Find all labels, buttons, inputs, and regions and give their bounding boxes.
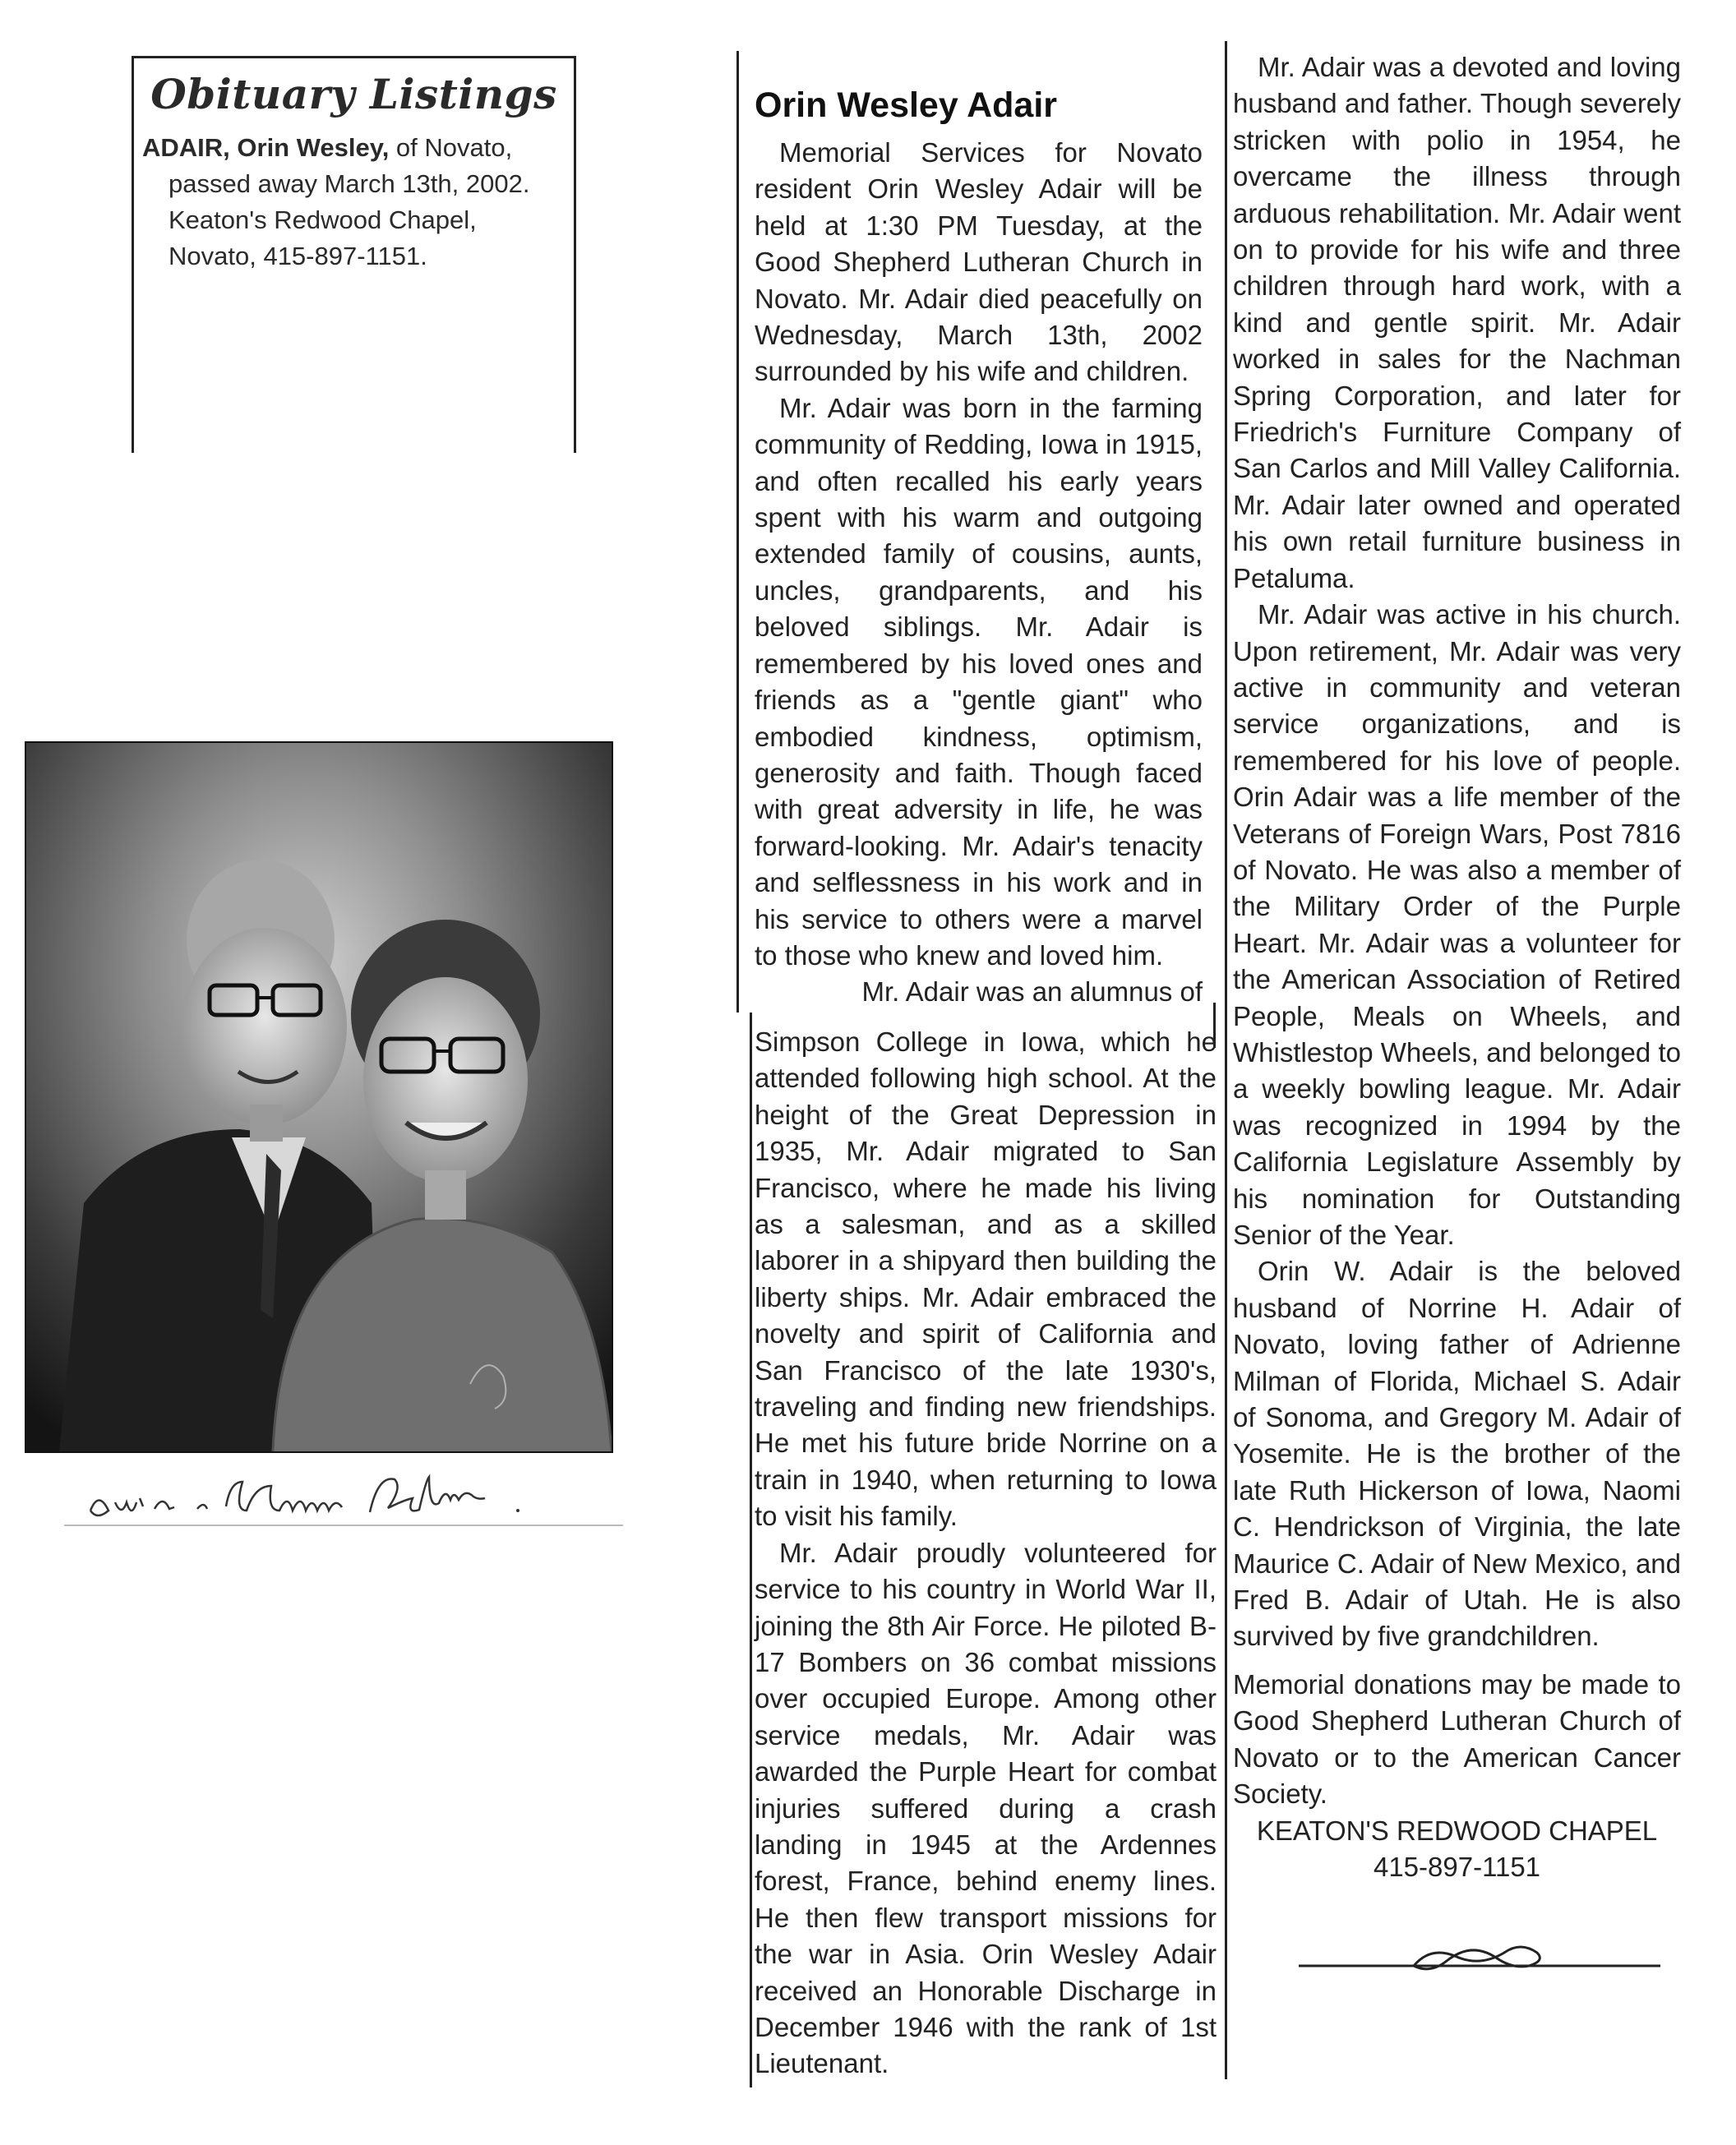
listing-phone: Novato, 415-897-1151. — [169, 242, 427, 270]
paragraph-education-cont: Simpson College in Iowa, which he attended following high school. At the height of the Great Depression in 1935, Mr. Adair migrated to San Francisco, where he made his living as a salesman, and as a skilled laborer in a shipyard then building the liberty ships. Mr. Adair embraced the novelty and spirit of California and San Francisco of the late 1930's, traveling and finding new friendships. He met his future bride Norrine on a train in 1940, when returning to Iowa to visit his family. — [755, 1026, 1217, 1532]
obituary-listings-box — [132, 56, 576, 453]
paragraph-education-start: Mr. Adair was an alumnus of — [861, 976, 1203, 1008]
obituary-column-1 — [755, 135, 1203, 1011]
closing-block — [1233, 1667, 1681, 1885]
signature-scribble — [58, 1461, 633, 1543]
couple-photo — [25, 741, 613, 1453]
handwritten-signature — [58, 1461, 633, 1543]
paragraph-military-service: Mr. Adair proudly volunteered for service to his country in World War II, joining the 8th Air Force. He piloted B-17 Bombers on 36 combat missions over occupied Europe. Among other service medals, Mr. Adair was awarded the Purple Heart for combat injuries suffered during a crash landing in 1945 at the Ardennes forest, France, behind enemy lines. He then flew transport missions for the war in Asia. Orin Wesley Adair received an Honorable Discharge in December 1946 with the rank of 1st Lieutenant. — [755, 1537, 1217, 2079]
paragraph-memorial-services: Memorial Services for Novato resident Orin Wesley Adair will be held at 1:30 PM Tuesday, at the Good Shepherd Lutheran Church in Novato. Mr. Adair died peacefully on Wednesday, March 13th, 2002 surrounded by his wife and children. — [755, 137, 1203, 387]
obituary-column-3 — [1233, 49, 1681, 1885]
paragraph-family-career: Mr. Adair was a devoted and loving husband and father. Though severely stricken with polio in 1954, he overcame the illness through arduous rehabilitation. Mr. Adair went on to provide for his wife and three children through hard work, with a kind and gentle spirit. Mr. Adair worked in sales for the Nachman Spring Corporation, and later for Friedrich's Furniture Company of San Carlos and Mill Valley California. Mr. Adair later owned and operated his own retail furniture business in Petaluma. — [1233, 52, 1681, 593]
obituary-title: Orin Wesley Adair — [755, 85, 1058, 125]
couple-photo-image — [26, 743, 612, 1451]
column-rule-left-lower — [750, 1013, 752, 2087]
listing-entry — [142, 130, 574, 274]
listing-location: of Novato, — [389, 133, 513, 162]
paragraph-early-life: Mr. Adair was born in the farming community of Redding, Iowa in 1915, and often recalled his early years spent with his warm and outgoing extended family of cousins, aunts, uncles, grandparents, and his beloved siblings. Mr. Adair is remembered by his loved ones and friends as a "gentle giant" who embodied kindness, optimism, generosity and faith. Though faced with great adversity in life, he was forward-looking. Mr. Adair's tenacity and selflessness in his work and in his service to others were a marvel to those who knew and loved him. — [755, 392, 1203, 971]
obituary-column-2 — [755, 1024, 1217, 2083]
listings-heading: Obituary Listings — [150, 70, 557, 118]
paragraph-survivors: Orin W. Adair is the beloved husband of Norrine H. Adair of Novato, loving father of Adrienne Milman of Florida, Michael S. Adair of Sonoma, and Gregory M. Adair of Yosemite. He is the brother of the late Ruth Hickerson of Iowa, Naomi C. Hendrickson of Virginia, the late Maurice C. Adair of New Mexico, and Fred B. Adair of Utah. He is also survived by five grandchildren. — [1233, 1256, 1681, 1652]
signature-underline — [64, 1525, 623, 1526]
listing-chapel: Keaton's Redwood Chapel, — [169, 205, 477, 234]
chapel-name: KEATON'S REDWOOD CHAPEL — [1256, 1815, 1658, 1846]
column-rule-left-upper — [736, 51, 739, 1013]
paragraph-donations: Memorial donations may be made to Good Shepherd Lutheran Church of Novato or to the American Cancer Society. — [1233, 1668, 1681, 1810]
column-rule-right — [1225, 41, 1227, 2079]
paragraph-community: Mr. Adair was active in his church. Upon retirement, Mr. Adair was very active in community and veteran service organizations, and is remembered for his love of people. Orin Adair was a life member of the Veterans of Foreign Wars, Post 7816 of Novato. He was also a member of the Military Order of the Purple Heart. Mr. Adair was a volunteer for the American Association of Retired People, Meals on Wheels, and Whistlestop Wheels, and belonged to a weekly bowling league. Mr. Adair was recognized in 1994 by the California Legislature Assembly by his nomination for Outstanding Senior of the Year. — [1233, 599, 1681, 1250]
listing-name: ADAIR, Orin Wesley, — [142, 133, 390, 162]
chapel-phone: 415-897-1151 — [1373, 1851, 1541, 1882]
listing-date: passed away March 13th, 2002. — [169, 169, 530, 198]
ornament-divider — [1299, 1936, 1660, 1994]
flourish-icon — [1299, 1936, 1660, 1994]
